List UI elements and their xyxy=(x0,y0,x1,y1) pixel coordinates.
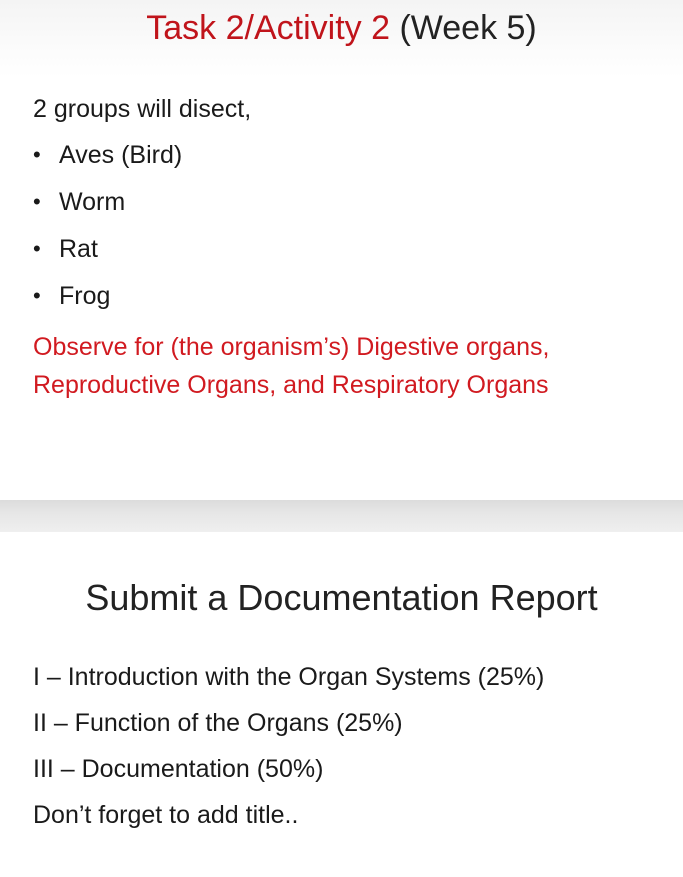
slide-divider xyxy=(0,500,683,532)
list-item: II – Function of the Organs (25%) xyxy=(33,709,403,737)
list-item xyxy=(33,281,182,328)
observation-note-line: Reproductive Organs, and Respiratory Organs xyxy=(33,371,549,399)
organism-label: Rat xyxy=(59,235,98,263)
bullet-icon: • xyxy=(33,236,41,261)
slide-report xyxy=(0,532,683,877)
organism-label: Aves (Bird) xyxy=(59,141,183,169)
list-item: Don’t forget to add title.. xyxy=(33,801,299,829)
bullet-icon: • xyxy=(33,142,41,167)
report-requirements-list xyxy=(33,662,544,846)
bullet-icon: • xyxy=(33,283,41,308)
organism-list xyxy=(33,140,182,328)
slide-title xyxy=(0,8,683,48)
list-item xyxy=(33,187,182,234)
list-item: I – Introduction with the Organ Systems (25%) xyxy=(33,663,545,691)
organism-label: Worm xyxy=(59,188,126,216)
observation-note xyxy=(33,328,549,404)
intro-text: 2 groups will disect, xyxy=(33,95,252,123)
bullet-icon: • xyxy=(33,189,41,214)
list-item xyxy=(33,234,182,281)
organism-label: Frog xyxy=(59,282,111,310)
title-task-activity: Task 2/Activity 2 xyxy=(146,9,390,47)
title-week: (Week 5) xyxy=(399,9,537,47)
list-item xyxy=(33,140,182,187)
report-heading: Submit a Documentation Report xyxy=(85,577,598,618)
list-item: III – Documentation (50%) xyxy=(33,755,324,783)
observation-note-line: Observe for (the organism’s) Digestive organs, xyxy=(33,333,550,361)
